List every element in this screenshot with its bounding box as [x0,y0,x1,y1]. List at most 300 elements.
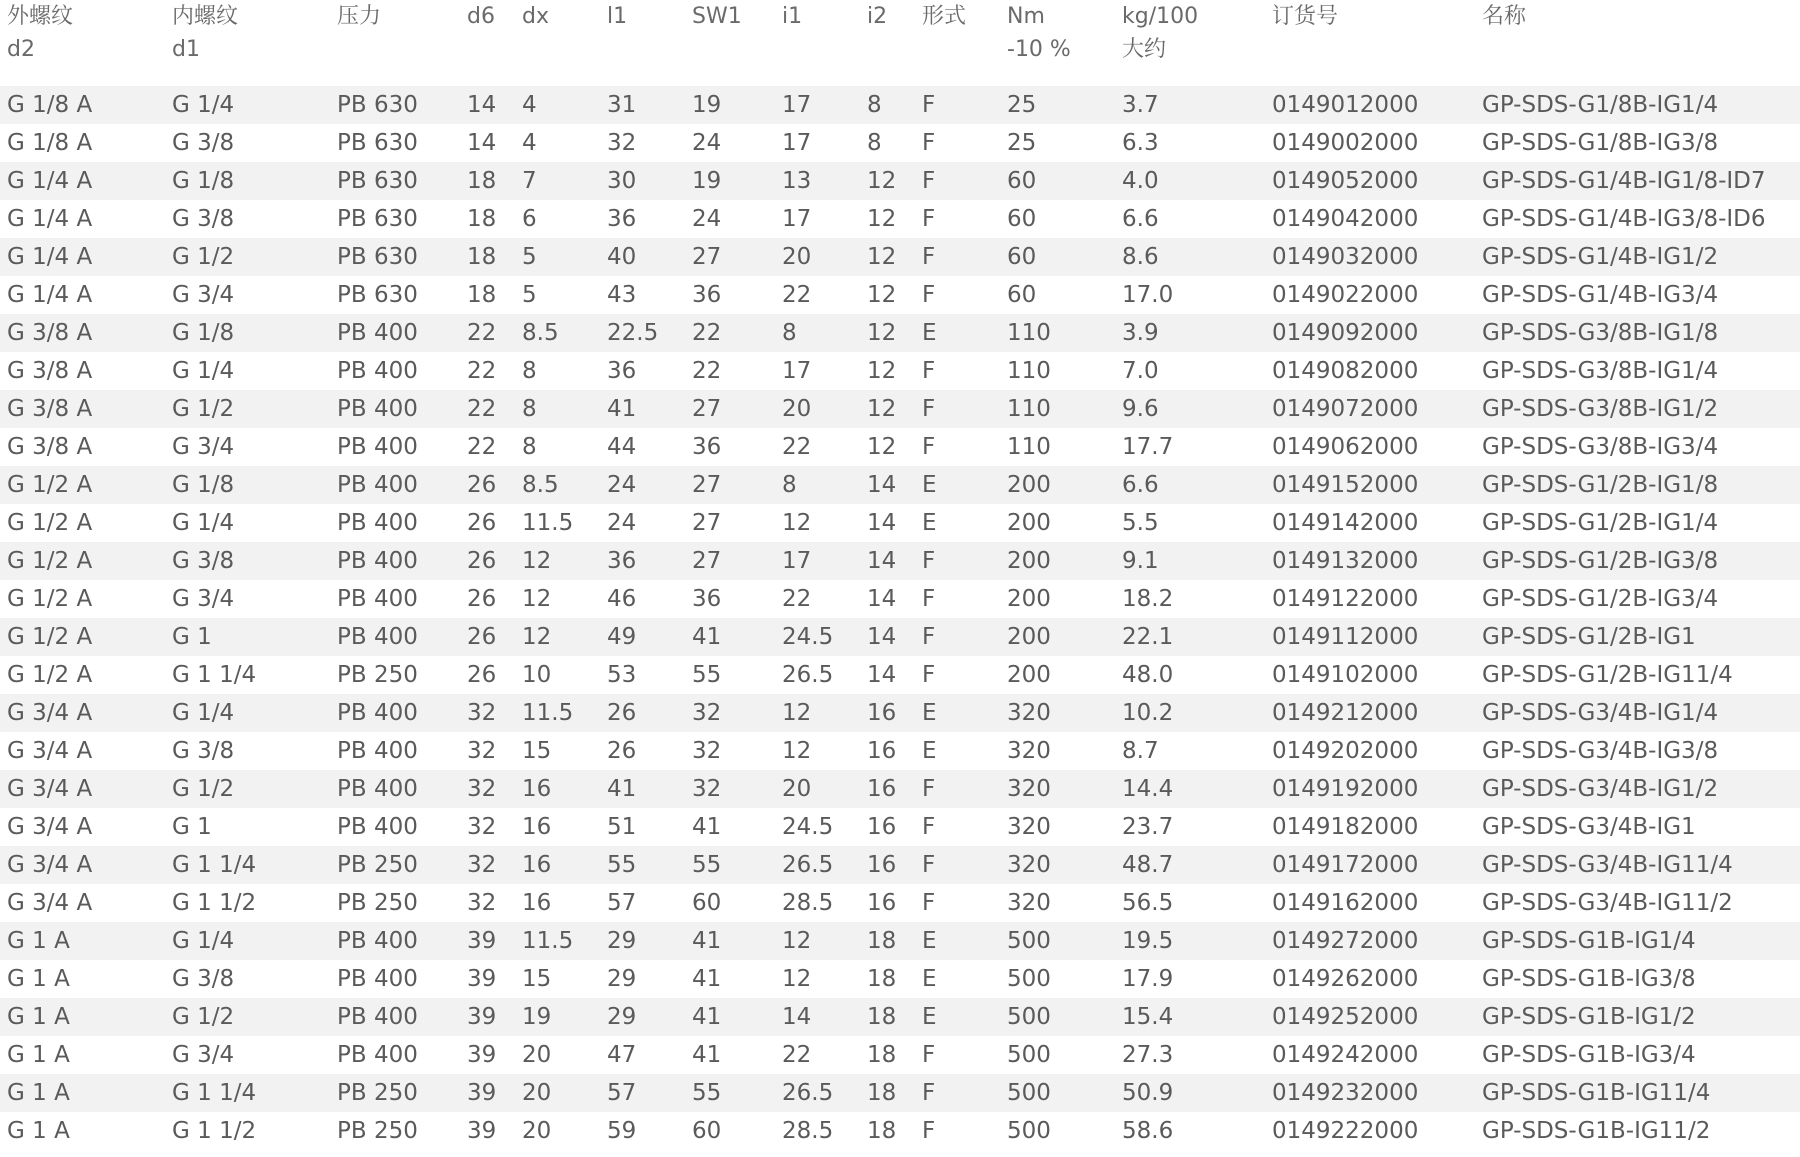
cell-pressure: PB 400 [330,390,460,428]
table-row [0,998,1800,1036]
cell-form: F [922,282,936,308]
header-form [915,0,1000,83]
cell-l1: 32 [607,130,637,156]
cell-d2: G 1 A [0,922,165,960]
cell-dx: 4 [515,83,600,124]
cell-pressure: PB 630 [330,238,460,276]
table-row [0,1074,1800,1112]
cell-d2: G 1/4 A [7,206,93,232]
cell-sw1: 55 [685,1074,775,1112]
header-kg [1115,0,1265,83]
cell-pressure: PB 250 [337,890,418,916]
header-sw1-label: SW1 [692,4,742,29]
cell-d1: G 1 1/2 [172,890,257,916]
header-i2 [860,0,915,83]
cell-name: GP-SDS-G1B-IG3/4 [1482,1042,1696,1068]
cell-d6: 18 [460,162,515,200]
cell-dx: 11.5 [522,510,574,536]
cell-d2: G 3/4 A [0,770,165,808]
cell-nm: 320 [1007,890,1051,916]
cell-sw1: 60 [692,890,722,916]
cell-d6: 26 [460,542,515,580]
cell-nm: 60 [1007,282,1037,308]
cell-nm: 500 [1000,998,1115,1036]
cell-pressure: PB 400 [330,922,460,960]
header-pressure [330,0,460,83]
header-nm-line1: Nm [1007,4,1045,29]
cell-pressure: PB 630 [330,162,460,200]
cell-d6: 39 [467,1118,497,1144]
table-body [0,83,1800,1150]
cell-dx: 16 [522,814,552,840]
cell-sw1: 27 [692,510,722,536]
table-row [0,846,1800,884]
cell-i1: 22 [782,282,812,308]
cell-order: 0149092000 [1265,314,1475,352]
cell-d2: G 3/4 A [7,738,93,764]
cell-d6: 26 [467,586,497,612]
cell-dx: 20 [522,1118,552,1144]
table-row [0,276,1800,314]
cell-kg: 17.9 [1122,966,1174,992]
cell-i1: 20 [775,238,860,276]
cell-d1: G 1/4 [165,83,330,124]
cell-dx: 11.5 [515,694,600,732]
table-row [0,238,1800,276]
cell-pressure: PB 400 [337,358,418,384]
header-row [0,0,1800,83]
cell-i2: 16 [867,890,897,916]
cell-pressure: PB 630 [337,206,418,232]
cell-i2: 14 [867,510,897,536]
cell-name: GP-SDS-G1/2B-IG3/8 [1475,542,1800,580]
cell-d6: 39 [460,998,515,1036]
cell-d2: G 1 A [0,1074,165,1112]
cell-kg: 27.3 [1122,1042,1174,1068]
cell-l1: 44 [607,434,637,460]
cell-i2: 16 [867,738,897,764]
cell-l1: 36 [607,358,637,384]
cell-form: F [915,162,1000,200]
cell-pressure: PB 400 [330,618,460,656]
cell-order: 0149152000 [1265,466,1475,504]
cell-pressure: PB 400 [337,586,418,612]
cell-i2: 18 [860,1074,915,1112]
cell-pressure: PB 400 [330,998,460,1036]
cell-l1: 30 [600,162,685,200]
cell-d2: G 3/8 A [0,314,165,352]
cell-form: E [915,694,1000,732]
cell-nm: 200 [1000,542,1115,580]
table-row [0,580,1800,618]
cell-i2: 12 [867,206,897,232]
cell-kg: 6.6 [1122,206,1159,232]
cell-order: 0149072000 [1265,390,1475,428]
cell-i1: 12 [782,738,812,764]
cell-order: 0149182000 [1272,814,1419,840]
cell-sw1: 41 [692,814,722,840]
cell-d2: G 1/8 A [0,83,165,124]
cell-i2: 14 [860,618,915,656]
cell-i2: 12 [860,314,915,352]
cell-nm: 60 [1000,162,1115,200]
cell-kg: 8.7 [1122,738,1159,764]
cell-dx: 8 [522,358,537,384]
cell-name: GP-SDS-G1/4B-IG1/8-ID7 [1475,162,1800,200]
cell-pressure: PB 250 [337,1118,418,1144]
cell-sw1: 60 [692,1118,722,1144]
cell-d6: 18 [467,206,497,232]
cell-d1: G 3/4 [172,282,235,308]
cell-kg: 6.6 [1115,466,1265,504]
cell-d6: 32 [460,694,515,732]
cell-d2: G 1/8 A [7,130,93,156]
cell-l1: 24 [600,466,685,504]
cell-kg: 48.0 [1122,662,1174,688]
cell-i1: 24.5 [775,618,860,656]
cell-order: 0149232000 [1265,1074,1475,1112]
header-pressure-label: 压力 [337,4,382,29]
cell-dx: 10 [522,662,552,688]
cell-i1: 17 [782,130,812,156]
cell-sw1: 36 [692,434,722,460]
cell-order: 0149242000 [1272,1042,1419,1068]
cell-kg: 58.6 [1122,1118,1174,1144]
cell-dx: 8 [515,390,600,428]
cell-d6: 22 [467,434,497,460]
cell-form: F [915,618,1000,656]
cell-kg: 7.0 [1122,358,1159,384]
cell-l1: 41 [600,770,685,808]
cell-l1: 29 [600,922,685,960]
cell-i1: 20 [775,390,860,428]
cell-d1: G 1 1/4 [165,1074,330,1112]
cell-form: E [915,314,1000,352]
cell-dx: 11.5 [515,922,600,960]
table-row [0,922,1800,960]
cell-d6: 32 [467,890,497,916]
cell-nm: 320 [1000,770,1115,808]
cell-name: GP-SDS-G1B-IG1/4 [1475,922,1800,960]
cell-d6: 26 [460,618,515,656]
cell-d1: G 1 1/4 [172,662,257,688]
header-d1-line1: 内螺纹 [172,4,239,29]
cell-kg: 14.4 [1115,770,1265,808]
cell-i2: 18 [867,966,897,992]
cell-pressure: PB 400 [330,694,460,732]
cell-d1: G 1/4 [165,922,330,960]
cell-i1: 22 [782,586,812,612]
cell-order: 0149022000 [1272,282,1419,308]
cell-sw1: 36 [692,282,722,308]
cell-d2: G 3/4 A [7,814,93,840]
cell-d6: 26 [467,662,497,688]
cell-nm: 500 [1007,1042,1051,1068]
cell-name: GP-SDS-G3/4B-IG3/8 [1482,738,1719,764]
cell-pressure: PB 400 [337,738,418,764]
cell-form: F [922,662,936,688]
cell-sw1: 24 [692,130,722,156]
cell-i2: 14 [867,662,897,688]
cell-nm: 110 [1000,390,1115,428]
header-order-number [1265,0,1475,83]
cell-l1: 51 [607,814,637,840]
cell-sw1: 27 [685,238,775,276]
cell-dx: 19 [515,998,600,1036]
cell-i2: 18 [860,922,915,960]
cell-i2: 12 [867,434,897,460]
cell-name: GP-SDS-G3/4B-IG11/4 [1475,846,1800,884]
cell-nm: 200 [1007,662,1051,688]
cell-order: 0149062000 [1272,434,1419,460]
cell-kg: 18.2 [1122,586,1174,612]
header-kg-line2: 大约 [1122,37,1167,62]
cell-pressure: PB 250 [337,662,418,688]
table-row [0,504,1800,542]
cell-d1: G 1/2 [165,770,330,808]
header-l1 [600,0,685,83]
cell-sw1: 41 [692,1042,722,1068]
cell-i2: 14 [860,542,915,580]
cell-d1: G 3/4 [172,434,235,460]
cell-d6: 39 [467,1042,497,1068]
cell-order: 0149172000 [1265,846,1475,884]
cell-name: GP-SDS-G3/4B-IG1/2 [1475,770,1800,808]
header-order-number-label: 订货号 [1272,4,1339,29]
table-row [0,124,1800,162]
cell-sw1: 22 [685,314,775,352]
cell-name: GP-SDS-G1/8B-IG3/8 [1482,130,1719,156]
cell-d6: 22 [460,314,515,352]
cell-sw1: 24 [692,206,722,232]
cell-name: GP-SDS-G1/4B-IG1/2 [1475,238,1800,276]
cell-d2: G 1 A [0,998,165,1036]
cell-form: F [922,434,936,460]
header-kg-line1: kg/100 [1122,4,1199,29]
cell-d6: 32 [460,770,515,808]
cell-d1: G 3/4 [172,586,235,612]
cell-d1: G 3/8 [172,966,235,992]
cell-name: GP-SDS-G1/4B-IG3/4 [1482,282,1719,308]
cell-sw1: 55 [685,846,775,884]
cell-order: 0149102000 [1272,662,1419,688]
cell-dx: 12 [522,586,552,612]
cell-nm: 25 [1000,83,1115,124]
cell-nm: 200 [1000,618,1115,656]
table-row [0,200,1800,238]
cell-i1: 12 [775,922,860,960]
cell-i1: 12 [782,510,812,536]
cell-i1: 28.5 [782,1118,834,1144]
header-name [1475,0,1800,83]
cell-dx: 8.5 [515,314,600,352]
cell-form: F [915,770,1000,808]
cell-form: F [915,238,1000,276]
cell-pressure: PB 400 [330,466,460,504]
cell-i1: 17 [775,542,860,580]
cell-dx: 16 [522,890,552,916]
header-d2-line1: 外螺纹 [7,4,74,29]
cell-i1: 28.5 [782,890,834,916]
cell-kg: 4.0 [1115,162,1265,200]
cell-sw1: 32 [685,694,775,732]
cell-order: 0149262000 [1272,966,1419,992]
cell-i1: 8 [775,314,860,352]
cell-kg: 9.6 [1115,390,1265,428]
cell-i1: 26.5 [775,846,860,884]
table-row [0,466,1800,504]
cell-name: GP-SDS-G1B-IG11/4 [1475,1074,1800,1112]
cell-dx: 8.5 [515,466,600,504]
cell-d6: 39 [467,966,497,992]
cell-form: F [915,390,1000,428]
cell-l1: 29 [600,998,685,1036]
cell-nm: 320 [1007,738,1051,764]
cell-name: GP-SDS-G1/2B-IG3/4 [1482,586,1719,612]
cell-kg: 22.1 [1115,618,1265,656]
cell-sw1: 27 [685,542,775,580]
cell-i1: 17 [782,206,812,232]
cell-order: 0149052000 [1265,162,1475,200]
cell-d2: G 3/4 A [0,846,165,884]
cell-i2: 14 [860,466,915,504]
cell-nm: 320 [1000,846,1115,884]
cell-d6: 26 [460,466,515,504]
cell-pressure: PB 400 [337,814,418,840]
cell-i1: 26.5 [782,662,834,688]
cell-kg: 10.2 [1115,694,1265,732]
header-form-label: 形式 [922,4,967,29]
cell-name: GP-SDS-G1B-IG1/2 [1475,998,1800,1036]
table-row [0,542,1800,580]
cell-form: F [915,542,1000,580]
cell-name: GP-SDS-G3/4B-IG11/2 [1482,890,1733,916]
cell-d6: 18 [467,282,497,308]
cell-dx: 5 [522,282,537,308]
cell-sw1: 32 [685,770,775,808]
cell-d6: 14 [460,83,515,124]
header-i2-label: i2 [867,4,888,29]
cell-dx: 12 [515,618,600,656]
cell-pressure: PB 250 [330,1074,460,1112]
cell-form: F [922,358,936,384]
cell-name: GP-SDS-G1B-IG3/8 [1482,966,1696,992]
table-row [0,808,1800,846]
cell-sw1: 41 [685,922,775,960]
cell-nm: 110 [1007,358,1051,384]
cell-d2: G 3/8 A [7,434,93,460]
header-d2 [0,0,165,83]
cell-order: 0149162000 [1272,890,1419,916]
cell-l1: 46 [607,586,637,612]
header-nm [1000,0,1115,83]
cell-d2: G 1/2 A [7,510,93,536]
cell-d2: G 1/2 A [7,662,93,688]
cell-d2: G 1/4 A [7,282,93,308]
header-d1 [165,0,330,83]
cell-l1: 41 [600,390,685,428]
header-nm-line2: -10 % [1007,37,1071,62]
cell-order: 0149122000 [1272,586,1419,612]
cell-pressure: PB 630 [330,83,460,124]
table-row [0,656,1800,694]
cell-order: 0149202000 [1272,738,1419,764]
table-row [0,884,1800,922]
cell-d2: G 1/2 A [0,466,165,504]
cell-d2: G 3/8 A [0,390,165,428]
cell-i1: 13 [775,162,860,200]
cell-form: F [915,83,1000,124]
cell-d6: 39 [460,1074,515,1112]
cell-d1: G 3/8 [172,206,235,232]
cell-name: GP-SDS-G1/4B-IG3/8-ID6 [1482,206,1766,232]
cell-order: 0149192000 [1265,770,1475,808]
cell-sw1: 41 [685,618,775,656]
cell-d1: G 3/8 [172,130,235,156]
cell-nm: 320 [1000,694,1115,732]
cell-nm: 200 [1007,510,1051,536]
cell-l1: 55 [600,846,685,884]
cell-l1: 53 [607,662,637,688]
cell-pressure: PB 400 [330,314,460,352]
cell-sw1: 27 [685,466,775,504]
cell-kg: 6.3 [1122,130,1159,156]
cell-kg: 17.0 [1122,282,1174,308]
cell-order: 0149212000 [1265,694,1475,732]
cell-kg: 3.7 [1115,83,1265,124]
cell-l1: 49 [600,618,685,656]
cell-nm: 200 [1000,466,1115,504]
cell-dx: 4 [522,130,537,156]
cell-name: GP-SDS-G3/8B-IG1/4 [1482,358,1719,384]
cell-kg: 17.7 [1122,434,1174,460]
cell-name: GP-SDS-G1/2B-IG1/8 [1475,466,1800,504]
table-row [0,732,1800,770]
cell-pressure: PB 630 [337,282,418,308]
cell-i2: 8 [860,83,915,124]
cell-i2: 16 [867,814,897,840]
cell-order: 0149222000 [1272,1118,1419,1144]
cell-kg: 3.9 [1115,314,1265,352]
cell-d6: 32 [460,846,515,884]
cell-i2: 12 [867,358,897,384]
cell-l1: 57 [607,890,637,916]
cell-i2: 16 [860,846,915,884]
table-row [0,83,1800,124]
cell-name: GP-SDS-G1/2B-IG11/4 [1482,662,1733,688]
cell-l1: 26 [600,694,685,732]
cell-name: GP-SDS-G1/8B-IG1/4 [1475,83,1800,124]
table-row [0,1112,1800,1150]
cell-d2: G 1/4 A [0,238,165,276]
cell-d1: G 1 1/4 [165,846,330,884]
cell-dx: 20 [515,1074,600,1112]
table-row [0,694,1800,732]
cell-d1: G 3/8 [165,542,330,580]
cell-d1: G 1 [172,814,212,840]
cell-i2: 18 [867,1118,897,1144]
cell-order: 0149042000 [1272,206,1419,232]
cell-l1: 40 [600,238,685,276]
header-name-label: 名称 [1482,4,1527,29]
cell-d1: G 1/8 [165,162,330,200]
table-row [0,390,1800,428]
cell-order: 0149142000 [1272,510,1419,536]
cell-kg: 19.5 [1115,922,1265,960]
cell-d1: G 1 [165,618,330,656]
cell-sw1: 41 [685,998,775,1036]
cell-kg: 5.5 [1122,510,1159,536]
